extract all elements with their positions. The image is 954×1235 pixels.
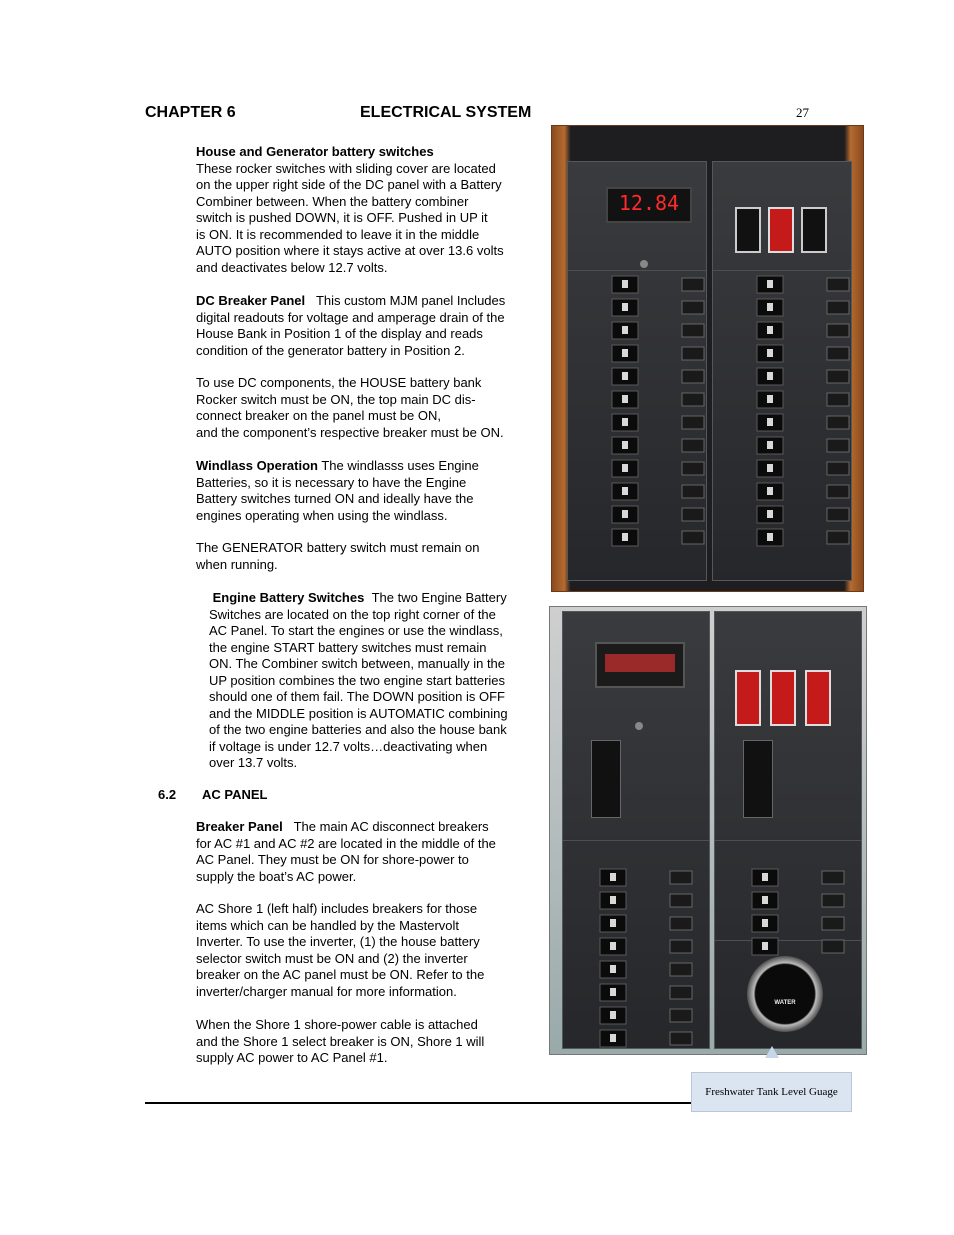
ac-panel-photo — [549, 606, 867, 1055]
shore1-line: items which can be handled by the Mastervolt — [196, 917, 460, 933]
generator-section — [196, 540, 536, 573]
breaker-toggle — [622, 418, 628, 426]
breaker-label-plate — [827, 301, 849, 314]
breaker-label-plate — [682, 324, 704, 337]
dc-panel-line: digital readouts for voltage and amperage drain of the — [196, 309, 505, 325]
dc-use-line: To use DC components, the HOUSE battery bank — [196, 375, 482, 390]
chapter-title: ELECTRICAL SYSTEM — [360, 104, 532, 121]
breaker-label-plate — [827, 531, 849, 544]
breaker-toggle — [767, 464, 773, 472]
breaker-toggle — [610, 1034, 616, 1042]
water-gauge-label: WATER — [774, 1000, 796, 1006]
breaker-panel-line: for AC #1 and AC #2 are located in the middle of the — [196, 835, 496, 851]
breaker-toggle — [610, 1011, 616, 1019]
breaker-label-plate — [670, 917, 692, 930]
dc-use-line: connect breaker on the panel must be ON, — [196, 408, 441, 423]
house-gen-line: is ON. It is recommended to leave it in the middle — [196, 226, 480, 242]
breaker-label-plate — [670, 940, 692, 953]
breaker-toggle — [762, 942, 768, 950]
breaker-panel-section — [196, 819, 536, 885]
breaker-toggle — [622, 510, 628, 518]
engine-switches-line: if voltage is under 12.7 volts…deactivating when — [209, 738, 488, 754]
breaker-label-plate — [670, 894, 692, 907]
breaker-label-plate — [827, 370, 849, 383]
figure-caption — [691, 1072, 852, 1112]
shore-cable-section — [196, 1017, 536, 1067]
page-number: 27 — [796, 105, 809, 120]
dc-panel-section — [196, 293, 536, 359]
breaker-label-plate — [827, 462, 849, 475]
dc-use-line: Rocker switch must be ON, the top main DC dis- — [196, 391, 476, 407]
breaker-toggle — [622, 326, 628, 334]
dc-panel-photo — [551, 125, 864, 592]
ac-breakers-drawing — [550, 607, 868, 1056]
breaker-toggle — [622, 487, 628, 495]
breaker-label-plate — [670, 963, 692, 976]
engine-switches-line: ON. The Combiner switch between, manually in the — [209, 656, 506, 671]
breaker-label-plate — [822, 894, 844, 907]
section-title: AC PANEL — [202, 787, 268, 802]
shore1-line: Inverter. To use the inverter, (1) the house battery — [196, 934, 480, 949]
dc-breakers-drawing — [552, 126, 865, 593]
breaker-label-plate — [682, 462, 704, 475]
house-gen-heading: House and Generator battery switches — [196, 144, 434, 159]
engine-switches-section — [209, 590, 549, 772]
breaker-label-plate — [682, 416, 704, 429]
breaker-toggle — [767, 372, 773, 380]
breaker-toggle — [622, 280, 628, 288]
dc-use-line: and the component’s respective breaker must be ON. — [196, 424, 504, 440]
breaker-label-plate — [682, 439, 704, 452]
breaker-toggle — [622, 533, 628, 541]
engine-switches-line: UP position combines the two engine start batteries — [209, 672, 506, 688]
windlass-line: Battery switches turned ON and ideally have the — [196, 491, 474, 506]
breaker-label-plate — [682, 278, 704, 291]
figure-caption-text: Freshwater Tank Level Guage — [705, 1086, 838, 1098]
engine-switches-line: over 13.7 volts. — [209, 755, 298, 770]
shore1-line: selector switch must be ON and (2) the inverter — [196, 950, 468, 966]
caption-arrow-icon — [765, 1046, 779, 1058]
shore-cable-line: and the Shore 1 select breaker is ON, Shore 1 will — [196, 1033, 485, 1049]
breaker-toggle — [622, 303, 628, 311]
windlass-line: Batteries, so it is necessary to have the Engine — [196, 474, 467, 490]
house-gen-line: Combiner between. When the battery combiner — [196, 193, 469, 209]
breaker-toggle — [610, 942, 616, 950]
breaker-label-plate — [670, 986, 692, 999]
breaker-toggle — [622, 464, 628, 472]
dc-panel-line: House Bank in Position 1 of the display and reads — [196, 326, 483, 341]
breaker-label-plate — [822, 917, 844, 930]
breaker-toggle — [622, 395, 628, 403]
breaker-toggle — [762, 919, 768, 927]
breaker-label-plate — [827, 485, 849, 498]
breaker-panel-line: The main AC disconnect breakers — [293, 819, 489, 834]
engine-switches-heading: Engine Battery Switches — [212, 590, 365, 605]
breaker-label-plate — [827, 416, 849, 429]
section-number: 6.2 — [158, 787, 177, 802]
engine-switches-line: and the MIDDLE position is AUTOMATIC combining — [209, 705, 508, 721]
engine-switches-line: of the two engine batteries and also the house bank — [209, 722, 507, 737]
breaker-toggle — [762, 873, 768, 881]
breaker-label-plate — [682, 508, 704, 521]
breaker-label-plate — [827, 347, 849, 360]
breaker-toggle — [610, 896, 616, 904]
shore1-line: AC Shore 1 (left half) includes breakers for those — [196, 901, 478, 916]
windlass-line: engines operating when using the windlass. — [196, 507, 448, 523]
breaker-toggle — [622, 441, 628, 449]
breaker-toggle — [610, 919, 616, 927]
windlass-section — [196, 458, 536, 524]
breaker-toggle — [767, 326, 773, 334]
breaker-label-plate — [682, 485, 704, 498]
breaker-toggle — [767, 395, 773, 403]
engine-switches-line: AC Panel. To start the engines or use the windlass, — [209, 623, 503, 638]
breaker-label-plate — [670, 1009, 692, 1022]
breaker-toggle — [610, 873, 616, 881]
dc-panel-line: condition of the generator battery in Position 2. — [196, 342, 465, 358]
chapter-label: CHAPTER 6 — [145, 104, 236, 121]
breaker-toggle — [767, 510, 773, 518]
breaker-toggle — [622, 372, 628, 380]
shore-cable-line: When the Shore 1 shore-power cable is attached — [196, 1017, 478, 1032]
dc-digital-display: 12.84 — [606, 187, 692, 223]
engine-switches-line: should one of them fail. The DOWN position is OFF — [209, 689, 505, 704]
breaker-toggle — [767, 533, 773, 541]
breaker-label-plate — [827, 439, 849, 452]
breaker-toggle — [767, 303, 773, 311]
shore1-line: inverter/charger manual for more information. — [196, 983, 457, 999]
engine-switches-line: The two Engine Battery — [371, 590, 507, 605]
house-gen-line: These rocker switches with sliding cover are located — [196, 160, 496, 176]
house-gen-section — [196, 144, 536, 276]
house-gen-line: on the upper right side of the DC panel with a Battery — [196, 177, 502, 192]
breaker-label-plate — [682, 370, 704, 383]
windlass-heading: Windlass Operation — [196, 458, 318, 473]
breaker-label-plate — [670, 1032, 692, 1045]
breaker-label-plate — [670, 871, 692, 884]
breaker-toggle — [622, 349, 628, 357]
breaker-toggle — [767, 441, 773, 449]
breaker-toggle — [767, 418, 773, 426]
engine-switches-line: Switches are located on the top right corner of the — [209, 606, 496, 622]
house-gen-line: and deactivates below 12.7 volts. — [196, 259, 388, 275]
breaker-toggle — [767, 280, 773, 288]
breaker-label-plate — [822, 940, 844, 953]
breaker-label-plate — [682, 393, 704, 406]
generator-line: when running. — [196, 556, 278, 572]
dc-panel-heading: DC Breaker Panel — [196, 293, 306, 308]
dc-panel-line: This custom MJM panel Includes — [315, 293, 506, 308]
shore1-line: breaker on the AC panel must be ON. Refer to the — [196, 967, 485, 982]
breaker-label-plate — [822, 871, 844, 884]
shore-cable-line: supply AC power to AC Panel #1. — [196, 1050, 388, 1065]
breaker-toggle — [610, 965, 616, 973]
breaker-label-plate — [682, 531, 704, 544]
breaker-panel-line: supply the boat’s AC power. — [196, 868, 357, 884]
footer-rule — [145, 1102, 691, 1104]
shore1-section — [196, 901, 536, 1000]
house-gen-line: switch is pushed DOWN, it is OFF. Pushed in UP it — [196, 210, 488, 225]
breaker-panel-line: AC Panel. They must be ON for shore-power to — [196, 852, 469, 867]
breaker-label-plate — [827, 508, 849, 521]
generator-line: The GENERATOR battery switch must remain on — [196, 540, 480, 555]
breaker-toggle — [762, 896, 768, 904]
dc-use-section — [196, 375, 541, 441]
engine-switches-line: the engine START battery switches must remain — [209, 639, 487, 655]
breaker-label-plate — [682, 347, 704, 360]
house-gen-line: AUTO position where it stays active at over 13.6 volts — [196, 243, 504, 258]
breaker-label-plate — [682, 301, 704, 314]
breaker-toggle — [767, 487, 773, 495]
breaker-toggle — [767, 349, 773, 357]
breaker-label-plate — [827, 393, 849, 406]
windlass-line: The windlasss uses Engine — [321, 458, 479, 473]
breaker-label-plate — [827, 324, 849, 337]
breaker-toggle — [610, 988, 616, 996]
breaker-panel-heading: Breaker Panel — [196, 819, 283, 834]
breaker-label-plate — [827, 278, 849, 291]
